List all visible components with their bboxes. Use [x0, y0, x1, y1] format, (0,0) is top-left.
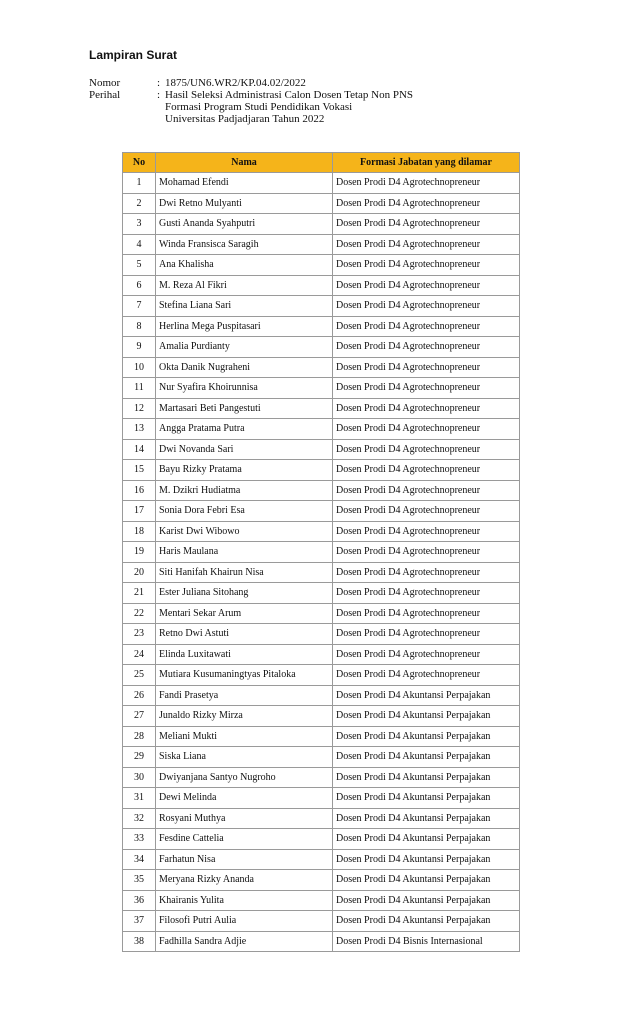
table-row	[123, 480, 520, 501]
cell-formasi: Dosen Prodi D4 Agrotechnopreneur	[333, 173, 520, 194]
cell-no: 18	[123, 521, 156, 542]
table-row	[123, 767, 520, 788]
table-row	[123, 316, 520, 337]
cell-formasi: Dosen Prodi D4 Agrotechnopreneur	[333, 624, 520, 645]
cell-no: 38	[123, 931, 156, 952]
cell-no: 4	[123, 234, 156, 255]
cell-no: 16	[123, 480, 156, 501]
cell-formasi: Dosen Prodi D4 Agrotechnopreneur	[333, 378, 520, 399]
cell-nama: Mentari Sekar Arum	[156, 603, 333, 624]
cell-no: 33	[123, 829, 156, 850]
cell-no: 17	[123, 501, 156, 522]
table-row	[123, 234, 520, 255]
cell-no: 9	[123, 337, 156, 358]
cell-formasi: Dosen Prodi D4 Agrotechnopreneur	[333, 562, 520, 583]
cell-formasi: Dosen Prodi D4 Agrotechnopreneur	[333, 316, 520, 337]
cell-no: 12	[123, 398, 156, 419]
cell-formasi: Dosen Prodi D4 Agrotechnopreneur	[333, 542, 520, 563]
cell-no: 37	[123, 911, 156, 932]
cell-nama: Filosofi Putri Aulia	[156, 911, 333, 932]
table-row	[123, 583, 520, 604]
column-header-nama: Nama	[156, 153, 333, 173]
cell-nama: Elinda Luxitawati	[156, 644, 333, 665]
cell-no: 22	[123, 603, 156, 624]
cell-nama: Retno Dwi Astuti	[156, 624, 333, 645]
cell-no: 1	[123, 173, 156, 194]
table-row	[123, 685, 520, 706]
table-row	[123, 275, 520, 296]
cell-nama: Ana Khalisha	[156, 255, 333, 276]
cell-nama: Okta Danik Nugraheni	[156, 357, 333, 378]
cell-nama: Dwiyanjana Santyo Nugroho	[156, 767, 333, 788]
cell-no: 7	[123, 296, 156, 317]
cell-nama: Rosyani Muthya	[156, 808, 333, 829]
cell-no: 3	[123, 214, 156, 235]
table-row	[123, 603, 520, 624]
cell-formasi: Dosen Prodi D4 Akuntansi Perpajakan	[333, 788, 520, 809]
cell-no: 28	[123, 726, 156, 747]
table-row	[123, 460, 520, 481]
table-row	[123, 255, 520, 276]
cell-nama: Fesdine Cattelia	[156, 829, 333, 850]
table-row	[123, 808, 520, 829]
cell-nama: Martasari Beti Pangestuti	[156, 398, 333, 419]
nomor-value: 1875/UN6.WR2/KP.04.02/2022	[165, 77, 306, 89]
cell-formasi: Dosen Prodi D4 Agrotechnopreneur	[333, 234, 520, 255]
table-row	[123, 419, 520, 440]
cell-no: 34	[123, 849, 156, 870]
cell-formasi: Dosen Prodi D4 Agrotechnopreneur	[333, 460, 520, 481]
table-row	[123, 890, 520, 911]
cell-formasi: Dosen Prodi D4 Akuntansi Perpajakan	[333, 706, 520, 727]
table-row	[123, 501, 520, 522]
table-row	[123, 706, 520, 727]
table-row	[123, 726, 520, 747]
table-row	[123, 788, 520, 809]
column-header-formasi: Formasi Jabatan yang dilamar	[333, 153, 520, 173]
cell-nama: Mutiara Kusumaningtyas Pitaloka	[156, 665, 333, 686]
cell-formasi: Dosen Prodi D4 Akuntansi Perpajakan	[333, 911, 520, 932]
cell-nama: Siska Liana	[156, 747, 333, 768]
cell-no: 11	[123, 378, 156, 399]
cell-formasi: Dosen Prodi D4 Agrotechnopreneur	[333, 214, 520, 235]
table-row	[123, 378, 520, 399]
cell-formasi: Dosen Prodi D4 Agrotechnopreneur	[333, 603, 520, 624]
cell-formasi: Dosen Prodi D4 Akuntansi Perpajakan	[333, 849, 520, 870]
cell-nama: Fadhilla Sandra Adjie	[156, 931, 333, 952]
cell-no: 29	[123, 747, 156, 768]
cell-formasi: Dosen Prodi D4 Agrotechnopreneur	[333, 275, 520, 296]
cell-nama: M. Dzikri Hudiatma	[156, 480, 333, 501]
table-row	[123, 849, 520, 870]
table-row	[123, 829, 520, 850]
table-row	[123, 296, 520, 317]
cell-formasi: Dosen Prodi D4 Agrotechnopreneur	[333, 398, 520, 419]
table-row	[123, 644, 520, 665]
cell-nama: Herlina Mega Puspitasari	[156, 316, 333, 337]
cell-nama: Angga Pratama Putra	[156, 419, 333, 440]
table-row	[123, 665, 520, 686]
cell-nama: Junaldo Rizky Mirza	[156, 706, 333, 727]
cell-nama: M. Reza Al Fikri	[156, 275, 333, 296]
cell-formasi: Dosen Prodi D4 Bisnis Internasional	[333, 931, 520, 952]
cell-no: 5	[123, 255, 156, 276]
table-row	[123, 398, 520, 419]
cell-nama: Dewi Melinda	[156, 788, 333, 809]
cell-formasi: Dosen Prodi D4 Agrotechnopreneur	[333, 665, 520, 686]
cell-no: 35	[123, 870, 156, 891]
cell-formasi: Dosen Prodi D4 Akuntansi Perpajakan	[333, 870, 520, 891]
table-row	[123, 439, 520, 460]
cell-formasi: Dosen Prodi D4 Akuntansi Perpajakan	[333, 829, 520, 850]
cell-no: 2	[123, 193, 156, 214]
cell-nama: Winda Fransisca Saragih	[156, 234, 333, 255]
table-body	[123, 173, 520, 952]
cell-formasi: Dosen Prodi D4 Agrotechnopreneur	[333, 296, 520, 317]
cell-no: 26	[123, 685, 156, 706]
colon: :	[157, 89, 161, 101]
cell-formasi: Dosen Prodi D4 Akuntansi Perpajakan	[333, 685, 520, 706]
cell-nama: Amalia Purdianty	[156, 337, 333, 358]
cell-formasi: Dosen Prodi D4 Agrotechnopreneur	[333, 337, 520, 358]
page-title: Lampiran Surat	[89, 48, 178, 62]
cell-formasi: Dosen Prodi D4 Agrotechnopreneur	[333, 480, 520, 501]
cell-nama: Fandi Prasetya	[156, 685, 333, 706]
cell-nama: Gusti Ananda Syahputri	[156, 214, 333, 235]
cell-nama: Mohamad Efendi	[156, 173, 333, 194]
cell-no: 8	[123, 316, 156, 337]
cell-no: 32	[123, 808, 156, 829]
table-row	[123, 542, 520, 563]
cell-nama: Sonia Dora Febri Esa	[156, 501, 333, 522]
cell-nama: Ester Juliana Sitohang	[156, 583, 333, 604]
cell-no: 36	[123, 890, 156, 911]
colon: :	[157, 77, 161, 89]
cell-nama: Nur Syafira Khoirunnisa	[156, 378, 333, 399]
cell-formasi: Dosen Prodi D4 Agrotechnopreneur	[333, 439, 520, 460]
cell-formasi: Dosen Prodi D4 Akuntansi Perpajakan	[333, 890, 520, 911]
cell-no: 25	[123, 665, 156, 686]
cell-no: 13	[123, 419, 156, 440]
perihal-line: Universitas Padjadjaran Tahun 2022	[165, 113, 325, 125]
cell-formasi: Dosen Prodi D4 Agrotechnopreneur	[333, 644, 520, 665]
perihal-line: Hasil Seleksi Administrasi Calon Dosen Tetap Non PNS	[165, 89, 414, 101]
table-row	[123, 747, 520, 768]
cell-nama: Farhatun Nisa	[156, 849, 333, 870]
cell-nama: Haris Maulana	[156, 542, 333, 563]
cell-formasi: Dosen Prodi D4 Akuntansi Perpajakan	[333, 767, 520, 788]
cell-no: 20	[123, 562, 156, 583]
cell-formasi: Dosen Prodi D4 Agrotechnopreneur	[333, 583, 520, 604]
cell-no: 30	[123, 767, 156, 788]
nomor-row	[89, 77, 413, 89]
perihal-row	[89, 89, 413, 101]
table-row	[123, 173, 520, 194]
cell-no: 31	[123, 788, 156, 809]
cell-formasi: Dosen Prodi D4 Agrotechnopreneur	[333, 255, 520, 276]
table-row	[123, 911, 520, 932]
table-header-row	[123, 153, 520, 173]
cell-formasi: Dosen Prodi D4 Agrotechnopreneur	[333, 357, 520, 378]
cell-no: 21	[123, 583, 156, 604]
cell-nama: Stefina Liana Sari	[156, 296, 333, 317]
table-row	[123, 193, 520, 214]
cell-formasi: Dosen Prodi D4 Akuntansi Perpajakan	[333, 726, 520, 747]
cell-formasi: Dosen Prodi D4 Agrotechnopreneur	[333, 501, 520, 522]
cell-no: 23	[123, 624, 156, 645]
perihal-line: Formasi Program Studi Pendidikan Vokasi	[165, 101, 353, 113]
cell-nama: Khairanis Yulita	[156, 890, 333, 911]
cell-no: 27	[123, 706, 156, 727]
cell-formasi: Dosen Prodi D4 Agrotechnopreneur	[333, 521, 520, 542]
table-row	[123, 337, 520, 358]
cell-formasi: Dosen Prodi D4 Agrotechnopreneur	[333, 419, 520, 440]
table-row	[123, 931, 520, 952]
table-row	[123, 521, 520, 542]
cell-nama: Karist Dwi Wibowo	[156, 521, 333, 542]
cell-no: 6	[123, 275, 156, 296]
table-row	[123, 870, 520, 891]
table-row	[123, 624, 520, 645]
perihal-label: Perihal	[89, 89, 121, 101]
table-row	[123, 562, 520, 583]
cell-nama: Dwi Retno Mulyanti	[156, 193, 333, 214]
cell-nama: Dwi Novanda Sari	[156, 439, 333, 460]
cell-formasi: Dosen Prodi D4 Agrotechnopreneur	[333, 193, 520, 214]
cell-no: 10	[123, 357, 156, 378]
cell-no: 14	[123, 439, 156, 460]
cell-nama: Meliani Mukti	[156, 726, 333, 747]
cell-nama: Siti Hanifah Khairun Nisa	[156, 562, 333, 583]
letter-meta	[89, 77, 413, 125]
table-row	[123, 357, 520, 378]
candidate-table	[122, 152, 520, 952]
cell-formasi: Dosen Prodi D4 Akuntansi Perpajakan	[333, 808, 520, 829]
nomor-label: Nomor	[89, 77, 121, 89]
column-header-no: No	[123, 153, 156, 173]
cell-no: 24	[123, 644, 156, 665]
cell-formasi: Dosen Prodi D4 Akuntansi Perpajakan	[333, 747, 520, 768]
cell-nama: Meryana Rizky Ananda	[156, 870, 333, 891]
table-row	[123, 214, 520, 235]
cell-no: 15	[123, 460, 156, 481]
cell-nama: Bayu Rizky Pratama	[156, 460, 333, 481]
cell-no: 19	[123, 542, 156, 563]
